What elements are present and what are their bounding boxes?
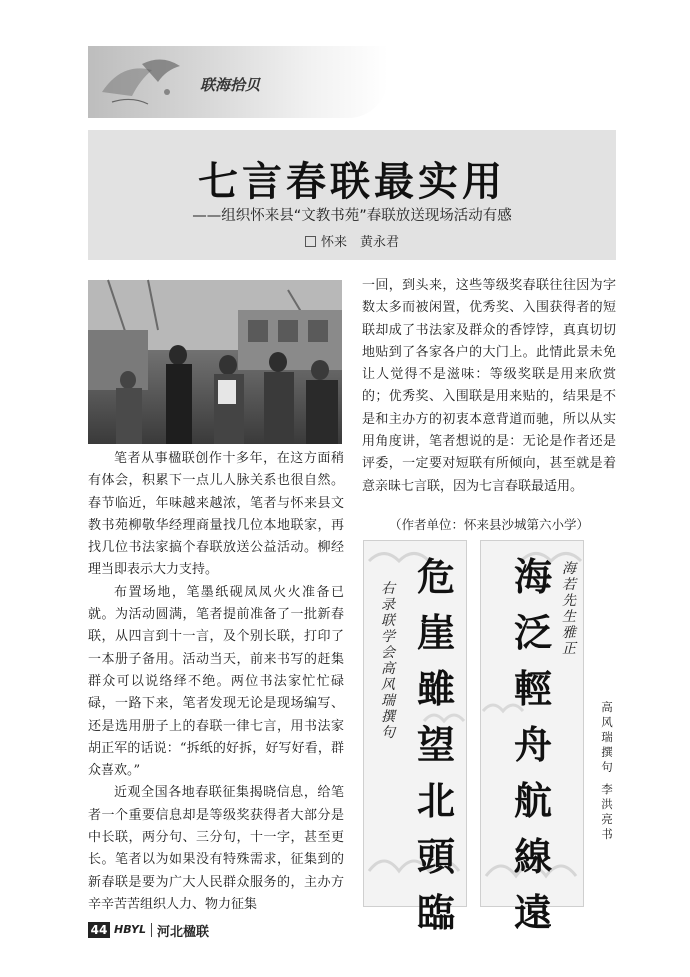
scroll-right-inscription: 海若先生雅正 xyxy=(562,561,576,657)
paragraph-3: 近观全国各地春联征集揭晓信息，给笔者一个重要信息却是等级奖获得者大部分是中长联，两分句、三分句，十一字，甚至更长。笔者以为如果没有特殊需求，征集到的新春联是要为广大人民群众服务的，主办方辛辛苦苦组织人力、物力征集 xyxy=(88,785,344,912)
credit-calligrapher: 李洪亮书 xyxy=(601,782,613,841)
article-title: 七言春联最实用 xyxy=(198,159,506,205)
page-number: 44 xyxy=(88,922,110,938)
paragraph-continued: 一回，到头来，这些等级奖春联往往因为字数太多而被闲置，优秀奖、入围获得者的短联却成了书法家及群众的香饽饽，真真切切地贴到了各家各户的大门上。此情此景未免让人觉得不是滋味：等级奖联是用来欣赏的；优秀奖、入围联是用来贴的，结果是不是和主办方的初衷本意背道而驰，所以从实用角度讲，笔者想说的是：无论是作者还是评委，一定要对短联有所倾向，甚至就是着意亲昧七言联，因为七言春联最适用。 xyxy=(362,278,616,494)
article-body-left xyxy=(88,448,344,916)
credit-author: 高风瑞撰句 xyxy=(601,700,613,774)
scroll-left-characters: 危崖雖望北頭臨 xyxy=(416,554,455,935)
calligraphy-scroll-left xyxy=(363,540,467,935)
event-photo-illustration xyxy=(88,280,342,444)
article-body-right xyxy=(362,275,616,498)
scroll-left-inscription: 右录联学会高风瑞撰句 xyxy=(381,581,395,741)
square-bullet-icon xyxy=(305,236,316,247)
paragraph-1: 笔者从事楹联创作十多年，在这方面稍有体会，积累下一点儿人脉关系也很自然。春节临近，年味越来越浓，笔者与怀来县文教书苑柳敬华经理商量找几位本地联家，再找几位书法家搞个春联放送公益活动。柳经理当即表示大力支持。 xyxy=(88,451,344,578)
article-subtitle: ——组织怀来县“文教书苑”春联放送现场活动有感 xyxy=(192,208,512,224)
scroll-right-characters: 海泛輕舟航線遠 xyxy=(513,554,552,935)
byline-text: 怀来 黄永君 xyxy=(320,235,399,250)
fish-decoration-icon xyxy=(92,52,192,110)
paragraph-2: 布置场地，笔墨纸砚凤凤火火准备已就。为活动圆满，笔者提前准备了一批新春联，从四言到十一言，及个别长联，打印了一本册子备用。活动当天，前来书写的赶集群众可以说络绎不绝。两位书法家忙忙碌碌，一路下来，笔者发现无论是现场编写、还是选用册子上的春联一律七言，用书法家胡正军的话说：“拆纸的好拆，好写好看，群众喜欢。” xyxy=(88,584,344,779)
magazine-name: 河北楹联 xyxy=(157,925,210,940)
footer-divider xyxy=(151,923,152,937)
section-label: 联海拾贝 xyxy=(200,76,261,94)
byline xyxy=(88,231,616,250)
title-box xyxy=(88,130,616,260)
event-photo xyxy=(88,280,342,444)
author-affiliation: （作者单位：怀来县沙城第六小学） xyxy=(388,517,589,532)
brand-logo: HBYL xyxy=(114,923,146,936)
calligraphy-scroll-right xyxy=(480,540,584,935)
